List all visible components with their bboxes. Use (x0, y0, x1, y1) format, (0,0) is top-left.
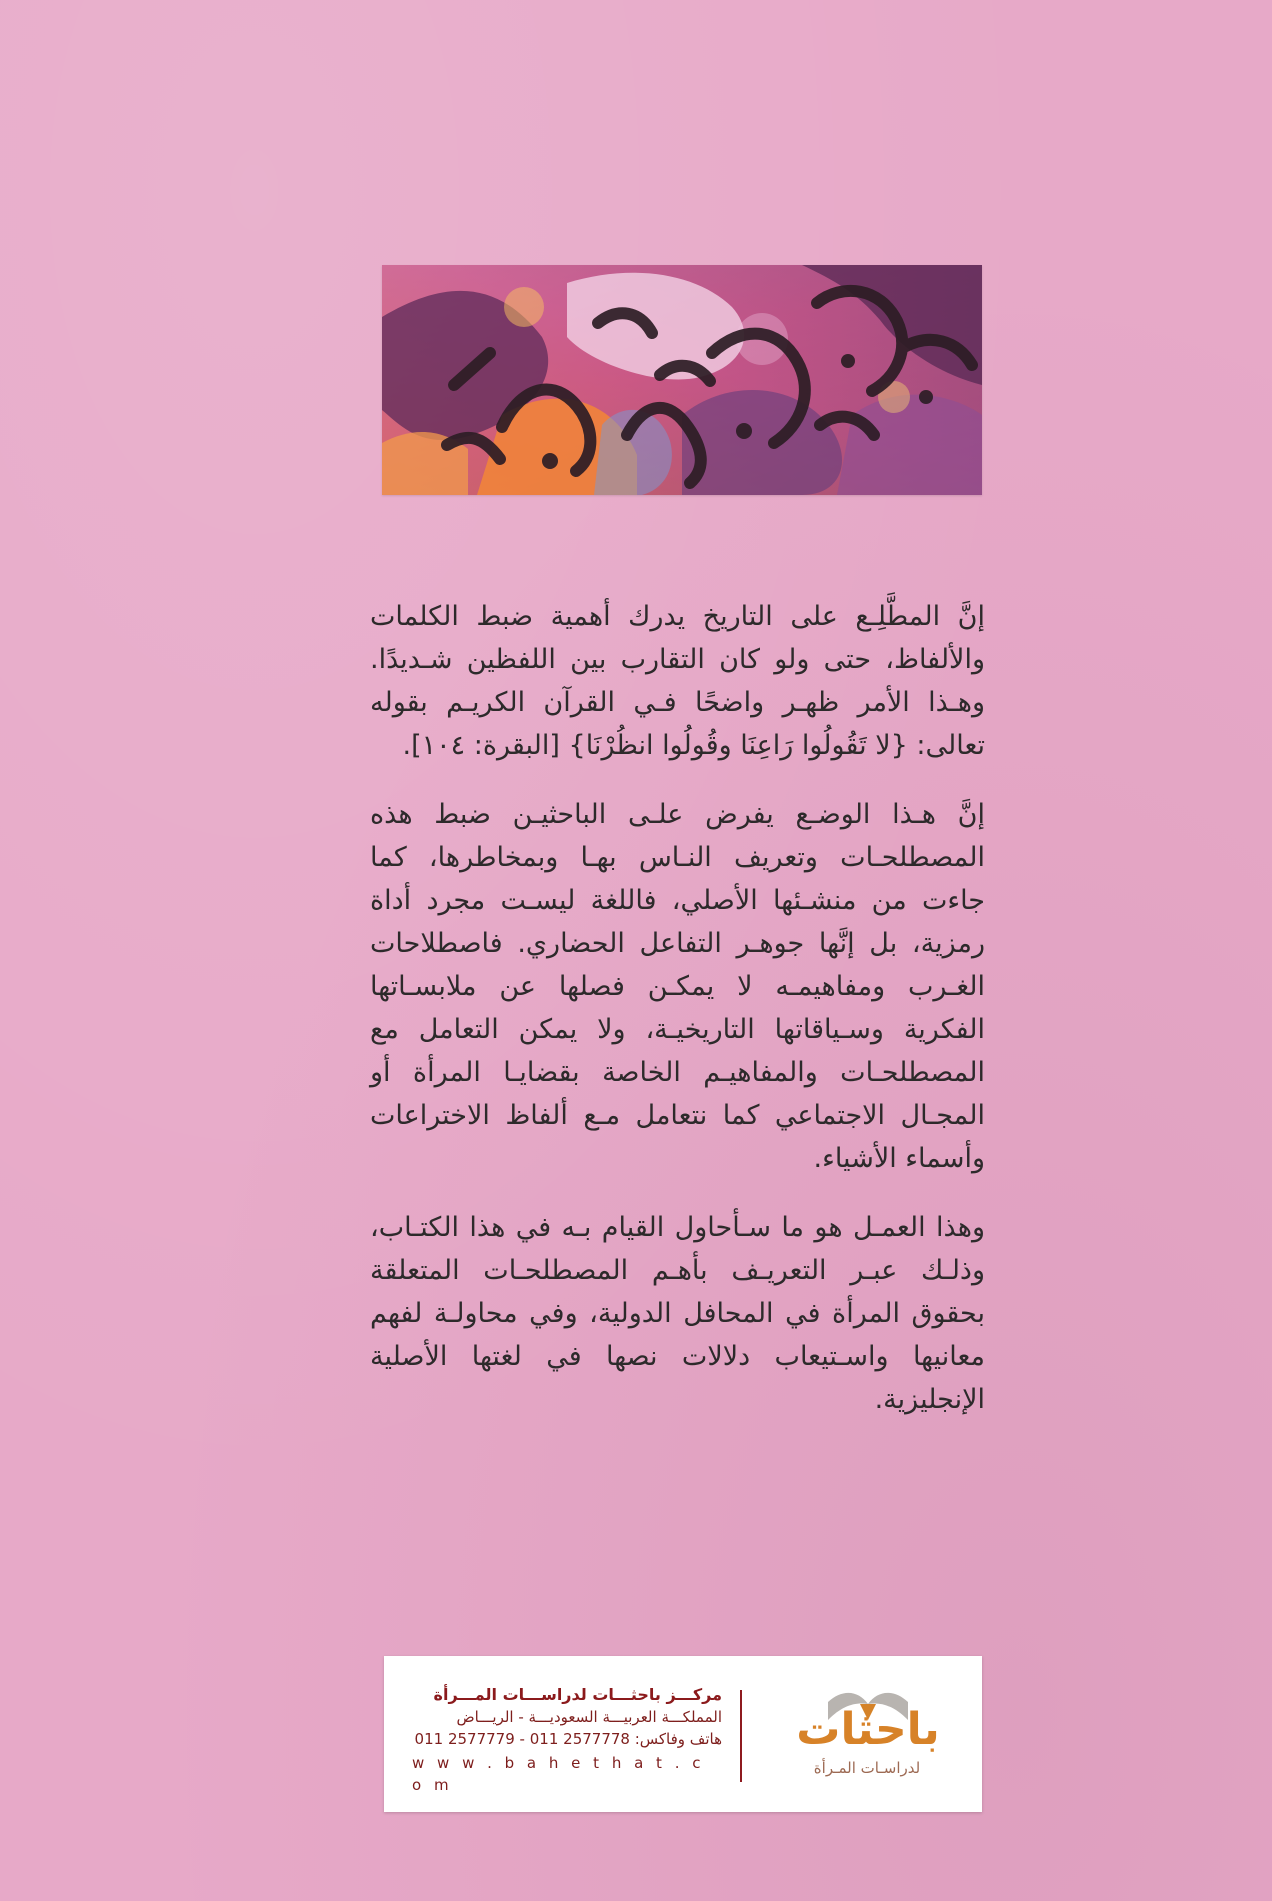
publisher-logo-wordmark: باحثات (796, 1704, 940, 1755)
arabic-calligraphy-artwork-icon (382, 265, 982, 495)
publisher-logo-tagline: لدراسـات المـرأة (813, 1759, 921, 1777)
calligraphy-artwork (382, 265, 982, 495)
publisher-info (412, 1684, 722, 1796)
publisher-contact: هاتف وفاكس: 2577778 011 - 2577779 011 (414, 1730, 722, 1748)
publisher-box (384, 1656, 982, 1812)
back-cover-description (370, 595, 985, 1447)
description-paragraph-3: وهذا العمـل هو ما سـأحاول القيام بـه في هذا الكتـاب، وذلـك عبـر التعريـف بأهـم المصطلحـات المتعلقة بحقوق المرأة في المحافل الدولية، وفي محاولـة لفهم معانيها واسـتيعاب دلالات نصها في لغتها الأصلية الإنجليزية. (370, 1212, 985, 1415)
publisher-name: مركـــز باحثـــات لدراســـات المـــرأة (433, 1685, 722, 1704)
description-paragraph-2: إنَّ هـذا الوضـع يفرض علـى الباحثيـن ضبط هذه المصطلحـات وتعريف النـاس بهـا وبمخاطرها، كما جاءت من منشـئها الأصلي، فاللغة ليسـت مجرد أداة رمزية، بل إنَّها جوهـر التفاعل الحضاري. فاصطلاحات الغـرب ومفاهيمـه لا يمكـن فصلها عن ملابسـاتها الفكرية وسـياقاتها التاريخيـة، ولا يمكن التعامل مع المصطلحـات والمفاهيـم الخاصة بقضايـا المرأة أو المجـال الاجتماعي كما نتعامل مـع ألفاظ الاختراعات وأسماء الأشياء. (370, 799, 985, 1174)
publisher-logo (784, 1686, 954, 1784)
publisher-divider (740, 1690, 742, 1782)
description-paragraph-1: إنَّ المطَّلِـع على التاريخ يدرك أهمية ضبط الكلمات والألفاظ، حتى ولو كان التقارب بين اللفظين شـديدًا. وهـذا الأمر ظهـر واضحًا فـي القرآن الكريـم بقوله تعالى: {لا تَقُولُوا رَاعِنَا وقُولُوا انظُرْنَا} [البقرة: ١٠٤]. (370, 601, 985, 761)
publisher-website: w w w . b a h e t h a t . c o m (412, 1754, 705, 1794)
publisher-location: المملكـــة العربيـــة السعوديـــة - الريـــاض (456, 1708, 722, 1726)
